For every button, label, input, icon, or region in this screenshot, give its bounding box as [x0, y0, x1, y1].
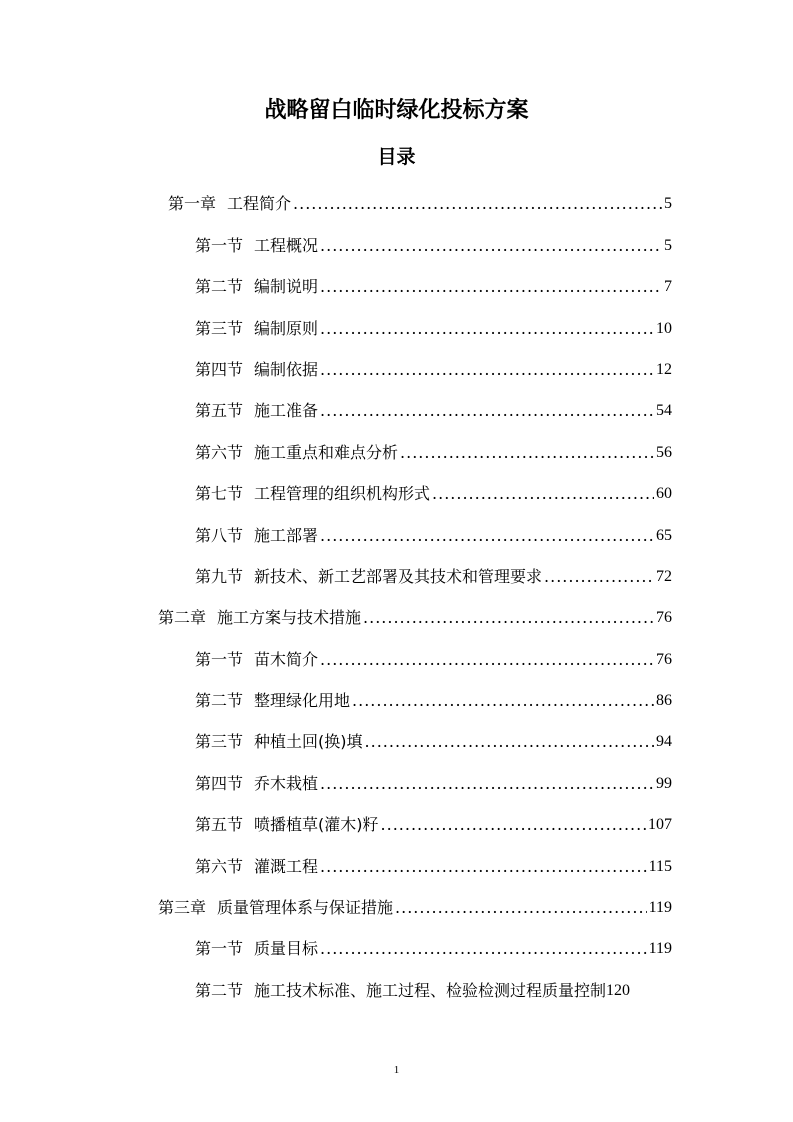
- toc-entry-page: 10: [656, 319, 672, 337]
- toc-section-2-1[interactable]: [0, 638, 793, 679]
- toc-entry-number: 第一节: [195, 235, 244, 255]
- toc-entry-title: 工程管理的组织机构形式: [254, 484, 431, 504]
- toc-entry-number: 第九节: [195, 566, 244, 586]
- toc-entry-number: 第一节: [195, 939, 244, 959]
- toc-entry-number: 第五节: [195, 401, 244, 421]
- toc-heading: 目录: [377, 146, 416, 168]
- toc-section-1-6[interactable]: [0, 431, 793, 472]
- toc-entry-title: 编制说明: [254, 277, 319, 297]
- toc-section-2-3[interactable]: [0, 721, 793, 762]
- toc-entry-title: 种植土回(换)填: [254, 732, 363, 752]
- toc-section-2-2[interactable]: [0, 680, 793, 721]
- toc-entry-title: 施工部署: [254, 525, 319, 545]
- toc-entry-page: 7: [664, 278, 672, 296]
- toc-entry-title: 工程概况: [254, 235, 319, 255]
- toc-section-1-4[interactable]: [0, 349, 793, 390]
- toc-section-1-8[interactable]: [0, 514, 793, 555]
- toc-entry-page: 12: [656, 360, 672, 378]
- toc-entry-number: 第二节: [195, 691, 244, 711]
- toc-section-2-6[interactable]: [0, 845, 793, 886]
- toc-entry-title: 质量管理体系与保证措施: [217, 898, 394, 918]
- dot-leader: [320, 857, 647, 877]
- dot-leader: [544, 567, 654, 587]
- dot-leader: [381, 815, 646, 835]
- dot-leader: [395, 898, 647, 918]
- toc-chapter-2[interactable]: [0, 597, 793, 638]
- toc-entry-number: 第三节: [195, 732, 244, 752]
- toc-entry-page: 107: [648, 816, 672, 834]
- toc-entry-number: 第三节: [195, 318, 244, 338]
- toc-entry-title: 施工技术标准、施工过程、检验检测过程质量控制: [254, 980, 607, 1000]
- toc-section-1-5[interactable]: [0, 390, 793, 431]
- toc-section-3-2[interactable]: [0, 969, 793, 1010]
- toc-section-1-1[interactable]: [0, 224, 793, 265]
- toc-entry-number: 第八节: [195, 525, 244, 545]
- toc-section-2-4[interactable]: [0, 762, 793, 803]
- toc-section-1-9[interactable]: [0, 556, 793, 597]
- toc-section-3-1[interactable]: [0, 928, 793, 969]
- toc-entry-title: 喷播植草(灌木)籽: [254, 815, 379, 835]
- toc-entry-page: 56: [656, 443, 672, 461]
- toc-entry-number: 第六节: [195, 856, 244, 876]
- dot-leader: [293, 194, 662, 214]
- dot-leader: [320, 236, 662, 256]
- dot-leader: [365, 732, 654, 752]
- toc-entry-title: 灌溉工程: [254, 856, 319, 876]
- dot-leader: [320, 277, 662, 297]
- dot-leader: [320, 939, 647, 959]
- toc-entry-page: 60: [656, 485, 672, 503]
- toc-entry-title: 施工准备: [254, 401, 319, 421]
- toc-entry-number: 第二章: [158, 608, 207, 628]
- page-number: 1: [393, 1064, 400, 1076]
- toc-entry-page: 54: [656, 402, 672, 420]
- table-of-contents: [0, 183, 793, 1011]
- toc-entry-page: 5: [664, 195, 672, 213]
- toc-entry-number: 第二节: [195, 277, 244, 297]
- toc-section-1-3[interactable]: [0, 307, 793, 348]
- toc-entry-title: 质量目标: [254, 939, 319, 959]
- dot-leader: [320, 360, 654, 380]
- toc-chapter-1[interactable]: [0, 183, 793, 224]
- toc-entry-title: 施工方案与技术措施: [217, 608, 362, 628]
- dot-leader: [320, 401, 654, 421]
- dot-leader: [320, 650, 654, 670]
- dot-leader: [352, 691, 654, 711]
- toc-section-2-5[interactable]: [0, 804, 793, 845]
- toc-entry-title: 编制原则: [254, 318, 319, 338]
- toc-entry-page: 120: [606, 981, 631, 999]
- toc-section-1-2[interactable]: [0, 266, 793, 307]
- toc-entry-page: 86: [656, 692, 672, 710]
- toc-entry-number: 第一节: [195, 649, 244, 669]
- toc-entry-page: 119: [648, 940, 672, 958]
- toc-entry-page: 65: [656, 526, 672, 544]
- dot-leader: [320, 526, 654, 546]
- dot-leader: [320, 774, 654, 794]
- toc-entry-number: 第五节: [195, 815, 244, 835]
- dot-leader: [400, 443, 654, 463]
- toc-entry-title: 编制依据: [254, 359, 319, 379]
- toc-entry-title: 施工重点和难点分析: [254, 442, 399, 462]
- toc-entry-number: 第七节: [195, 484, 244, 504]
- toc-entry-page: 76: [656, 609, 672, 627]
- toc-entry-number: 第六节: [195, 442, 244, 462]
- toc-entry-page: 115: [648, 857, 672, 875]
- toc-entry-page: 76: [656, 650, 672, 668]
- toc-entry-number: 第四节: [195, 359, 244, 379]
- toc-entry-page: 5: [664, 236, 672, 254]
- document-title: 战略留白临时绿化投标方案: [264, 98, 529, 123]
- toc-entry-page: 119: [648, 899, 672, 917]
- toc-entry-title: 整理绿化用地: [254, 691, 351, 711]
- dot-leader: [363, 608, 654, 628]
- toc-entry-title: 新技术、新工艺部署及其技术和管理要求: [254, 566, 543, 586]
- toc-section-1-7[interactable]: [0, 473, 793, 514]
- toc-entry-number: 第二节: [195, 980, 244, 1000]
- toc-entry-page: 94: [656, 733, 672, 751]
- toc-entry-title: 苗木简介: [254, 649, 319, 669]
- toc-entry-title: 工程简介: [227, 194, 292, 214]
- toc-chapter-3[interactable]: [0, 887, 793, 928]
- toc-entry-page: 72: [656, 567, 672, 585]
- dot-leader: [320, 319, 654, 339]
- toc-entry-number: 第三章: [158, 898, 207, 918]
- toc-entry-number: 第四节: [195, 773, 244, 793]
- dot-leader: [432, 484, 654, 504]
- toc-entry-page: 99: [656, 774, 672, 792]
- toc-entry-number: 第一章: [168, 194, 217, 214]
- toc-entry-title: 乔木栽植: [254, 773, 319, 793]
